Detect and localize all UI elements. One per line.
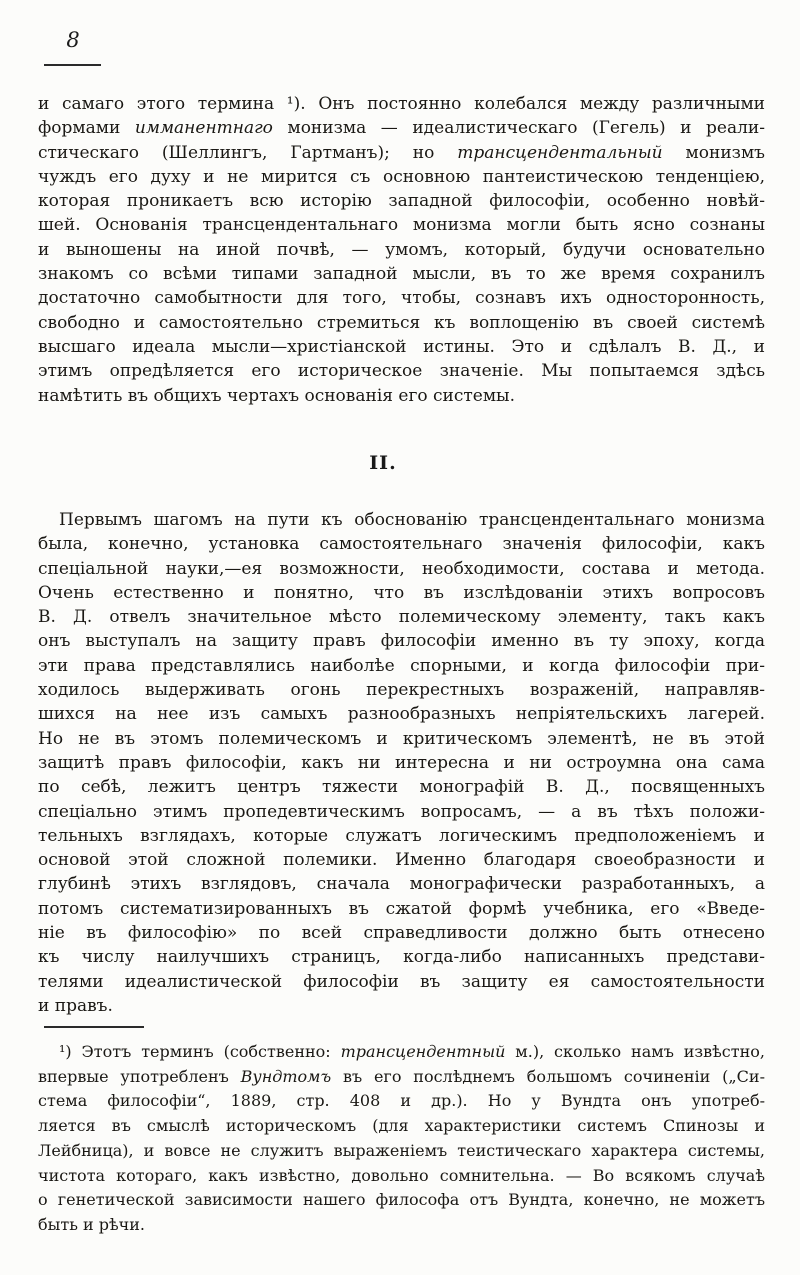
text-run: ходилось выдерживать огонь перекрестныхъ возраженій, направляв-: [38, 680, 765, 701]
text-line: [38, 532, 765, 556]
text-run: глубинѣ этихъ взглядовъ, сначала монографически разработанныхъ, а: [38, 874, 765, 895]
text-line: [38, 116, 765, 140]
text-run: защитѣ правъ философіи, какъ ни интересна и ни остроумна она сама: [38, 752, 765, 773]
text-run: по себѣ, лежитъ центръ тяжести монографій В. Д., посвященныхъ: [38, 777, 765, 798]
text-run: свободно и самостоятельно стремиться къ воплощенію въ своей системѣ: [38, 312, 765, 333]
text-line: [38, 213, 765, 237]
text-line: [38, 1065, 765, 1090]
text-line: [38, 1040, 765, 1065]
italic-text-run: Вундтомъ: [240, 1066, 332, 1086]
text-run: быть и рѣчи.: [38, 1214, 145, 1234]
text-run: въ его послѣднемъ большомъ сочиненіи („Си-: [331, 1066, 765, 1086]
text-run: и самаго этого термина ¹). Онъ постоянно колебался между различными: [38, 94, 765, 114]
text-run: шей. Основанія трансцендентальнаго монизма могли быть ясно сознаны: [38, 215, 765, 236]
text-run: основой этой сложной полемики. Именно благодаря своеобразности и: [38, 850, 765, 871]
page-number: 8: [66, 28, 80, 52]
text-run: и правъ.: [38, 995, 113, 1016]
text-run: спеціальной науки,—ея возможности, необходимости, состава и метода.: [38, 558, 765, 579]
text-line: [38, 189, 765, 213]
text-run: высшаго идеала мысли—христіанской истины. Это и сдѣлалъ В. Д., и: [38, 336, 765, 357]
footnote-separator: [44, 1026, 144, 1028]
text-run: Но не въ этомъ полемическомъ и критическомъ элементѣ, не въ этой: [38, 728, 765, 749]
italic-text-run: трансцендентальный: [457, 142, 663, 163]
text-line: [38, 824, 765, 848]
text-run: монизмъ: [662, 142, 765, 163]
text-line: [38, 1114, 765, 1139]
page-number-rule: [44, 64, 101, 66]
text-line: [38, 897, 765, 921]
text-line: [38, 286, 765, 310]
text-line: [38, 384, 765, 408]
text-line: [38, 800, 765, 824]
text-run: Очень естественно и понятно, что въ изслѣдованіи этихъ вопросовъ: [38, 582, 765, 603]
text-line: [38, 1213, 765, 1238]
text-line: [38, 678, 765, 702]
text-run: этимъ опредѣляется его историческое значеніе. Мы попытаемся здѣсь: [38, 361, 765, 382]
footnote: [38, 1040, 765, 1238]
text-line: [38, 872, 765, 896]
text-line: [38, 92, 765, 116]
text-line: [38, 702, 765, 726]
italic-text-run: трансцендентный: [340, 1042, 506, 1061]
text-line: [38, 751, 765, 775]
text-run: м.), сколько намъ извѣстно,: [505, 1042, 765, 1061]
text-line: [38, 994, 765, 1018]
text-run: монизма — идеалистическаго (Гегель) и реали-: [272, 118, 765, 139]
text-run: формами: [38, 118, 135, 139]
text-line: [38, 557, 765, 581]
text-line: [38, 335, 765, 359]
section-heading: II.: [369, 452, 397, 474]
text-line: [38, 1188, 765, 1213]
text-line: [38, 165, 765, 189]
text-line: [38, 945, 765, 969]
italic-text-run: имманентнаго: [134, 118, 273, 139]
text-run: тельныхъ взглядахъ, которые служатъ логическимъ предположеніемъ и: [38, 825, 765, 846]
text-run: достаточно самобытности для того, чтобы, сознавъ ихъ односторонность,: [38, 288, 765, 309]
text-run: Первымъ шагомъ на пути къ обоснованію трансцендентальнаго монизма: [59, 510, 765, 530]
text-line: [38, 262, 765, 286]
text-run: ляется въ смыслѣ историческомъ (для характеристики системъ Спинозы и: [38, 1116, 765, 1136]
text-line: [38, 311, 765, 335]
text-run: телями идеалистической философіи въ защиту ея самостоятельности: [38, 971, 765, 992]
text-line: [38, 629, 765, 653]
paragraph-continuation: [38, 92, 765, 408]
text-run: знакомъ со всѣми типами западной мысли, въ то же время сохранилъ: [38, 264, 765, 285]
text-line: [38, 359, 765, 383]
text-line: [38, 1164, 765, 1189]
text-line: [38, 848, 765, 872]
text-run: которая проникаетъ всю исторію западной философіи, особенно новѣй-: [38, 191, 765, 212]
text-line: [38, 775, 765, 799]
text-run: намѣтить въ общихъ чертахъ основанія его системы.: [38, 385, 515, 406]
section-paragraph: [38, 508, 765, 1018]
text-run: онъ выступалъ на защиту правъ философіи именно въ ту эпоху, когда: [38, 631, 765, 652]
text-run: эти права представлялись наиболѣе спорными, и когда философіи при-: [38, 655, 765, 676]
text-run: чуждъ его духу и не мирится съ основною пантеистическою тенденціею,: [38, 166, 765, 187]
text-line: [38, 1089, 765, 1114]
text-line: [38, 970, 765, 994]
text-line: [38, 508, 765, 532]
text-line: [38, 1139, 765, 1164]
text-run: шихся на нее изъ самыхъ разнообразныхъ непріятельскихъ лагерей.: [38, 704, 765, 725]
text-line: [38, 654, 765, 678]
text-run: Лейбница), и вовсе не служитъ выраженіемъ теистическаго характера системы,: [38, 1140, 765, 1160]
text-run: спеціально этимъ пропедевтическимъ вопросамъ, — а въ тѣхъ положи-: [38, 801, 765, 822]
text-line: [38, 141, 765, 165]
text-run: впервые употребленъ: [38, 1066, 241, 1086]
text-run: къ числу наилучшихъ страницъ, когда-либо написанныхъ представи-: [38, 947, 765, 968]
text-run: В. Д. отвелъ значительное мѣсто полемическому элементу, такъ какъ: [38, 607, 765, 628]
text-run: стическаго (Шеллингъ, Гартманъ); но: [38, 142, 458, 163]
text-run: чистота котораго, какъ извѣстно, довольно сомнительна. — Во всякомъ случаѣ: [38, 1165, 765, 1185]
text-run: стема философіи“, 1889, стр. 408 и др.). Но у Вундта онъ употреб-: [38, 1091, 765, 1111]
text-run: потомъ систематизированныхъ въ сжатой формѣ учебника, его «Введе-: [38, 898, 765, 919]
text-run: и выношены на иной почвѣ, — умомъ, который, будучи основательно: [38, 239, 765, 260]
text-line: [38, 238, 765, 262]
text-line: [38, 605, 765, 629]
text-line: [38, 921, 765, 945]
text-run: ¹) Этотъ терминъ (собственно:: [59, 1042, 341, 1061]
text-run: о генетической зависимости нашего философа отъ Вундта, конечно, не можетъ: [38, 1190, 765, 1210]
text-line: [38, 727, 765, 751]
text-line: [38, 581, 765, 605]
text-run: была, конечно, установка самостоятельнаго значенія философіи, какъ: [38, 534, 765, 555]
text-run: ніе въ философію» по всей справедливости должно быть отнесено: [38, 923, 765, 944]
